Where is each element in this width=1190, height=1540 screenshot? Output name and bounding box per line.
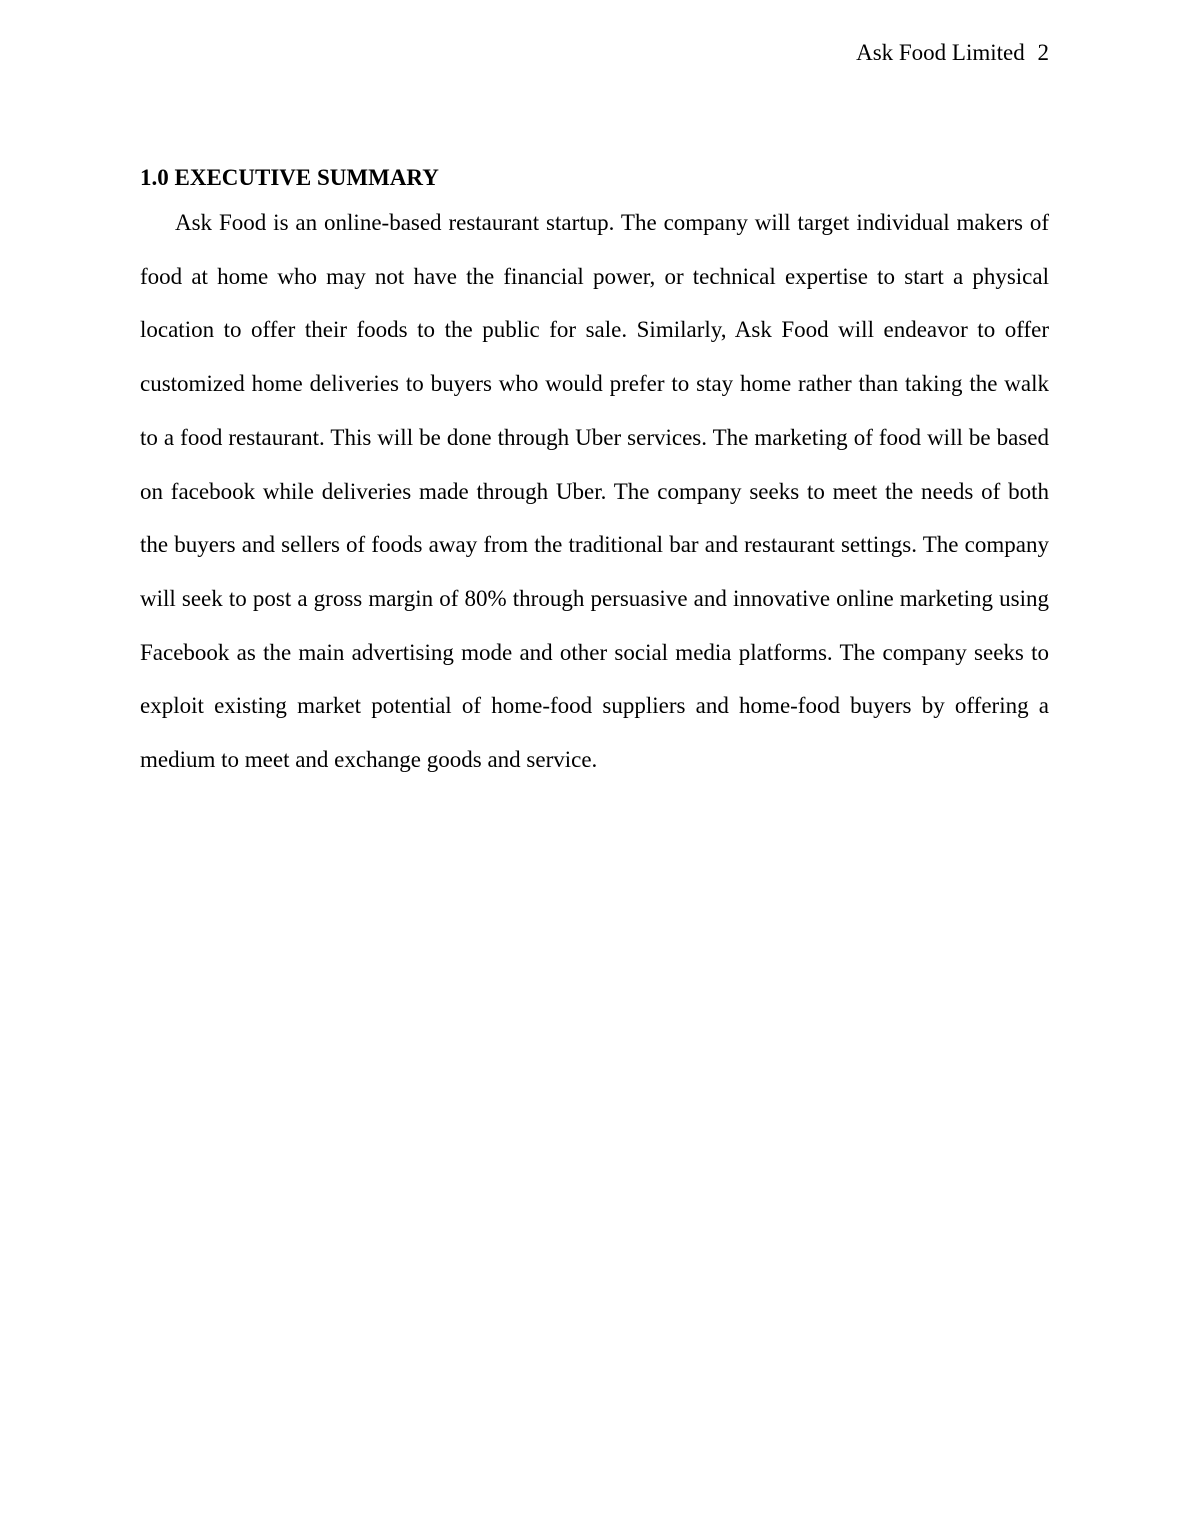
running-head-title: Ask Food Limited bbox=[856, 40, 1025, 65]
page-number: 2 bbox=[1037, 40, 1049, 65]
executive-summary-paragraph: Ask Food is an online-based restaurant startup. The company will target individual makers of food at home who may not have the financial power, or technical expertise to start a physical location to offer their foods to the public for sale. Similarly, Ask Food will endeavor to offer customized home deliveries to buyers who would prefer to stay home rather than taking the walk to a food restaurant. This will be done through Uber services. The marketing of food will be based on facebook while deliveries made through Uber. The company seeks to meet the needs of both the buyers and sellers of foods away from the traditional bar and restaurant settings. The company will seek to post a gross margin of 80% through persuasive and innovative online marketing using Facebook as the main advertising mode and other social media platforms. The company seeks to exploit existing market potential of home-food suppliers and home-food buyers by offering a medium to meet and exchange goods and service. bbox=[140, 210, 1049, 773]
running-head bbox=[856, 38, 1049, 68]
section-heading: 1.0 EXECUTIVE SUMMARY bbox=[140, 165, 439, 190]
document-body bbox=[140, 163, 1049, 787]
